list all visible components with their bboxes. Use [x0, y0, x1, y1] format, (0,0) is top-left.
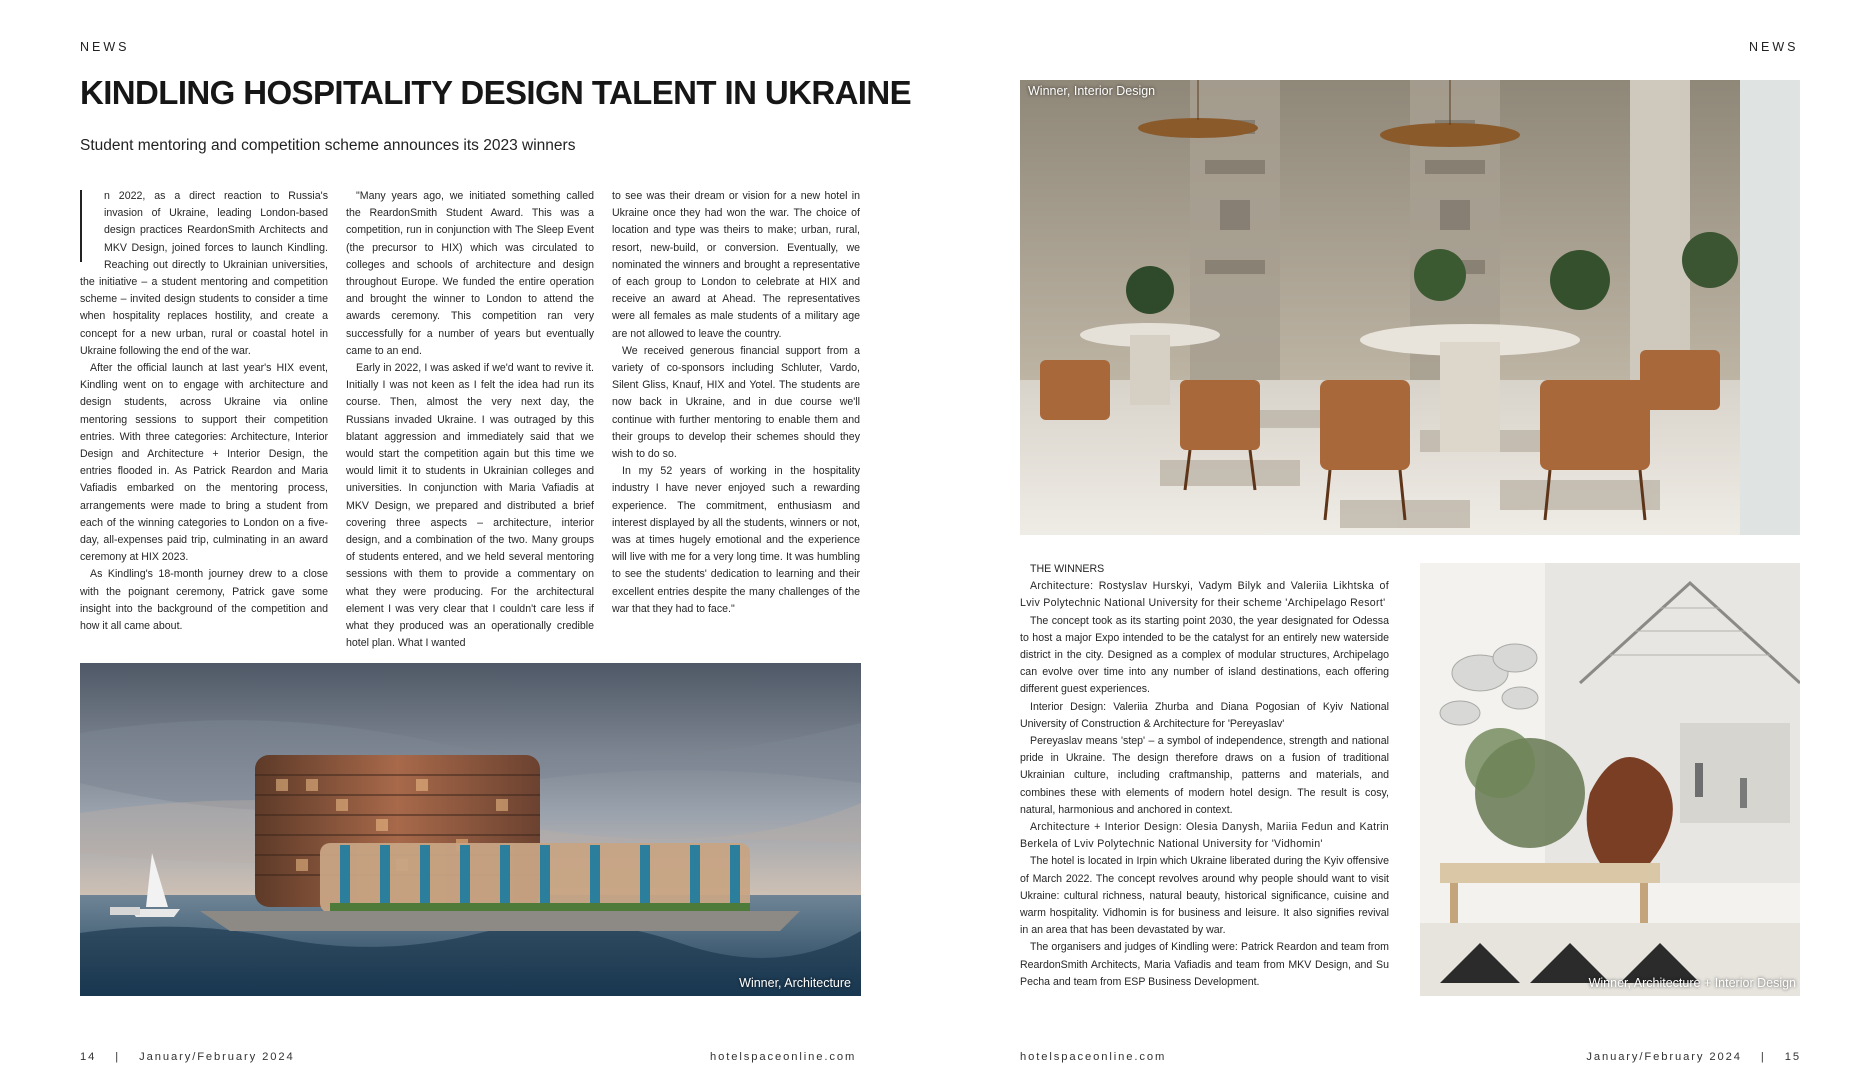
- winner-3-description: The hotel is located in Irpin which Ukraine liberated during the Kyiv offensive of March 2022. The concept revolves around why people should want to visit Ukraine: cultural richness, natural beauty, historical significance, cuisine and warm hospitality. Vidhomin is for business and leisure. It also signifies revival in an area that has been devastated by war.: [1020, 855, 1389, 937]
- winners-section: [1020, 561, 1389, 991]
- caption-interior: Winner, Interior Design: [1028, 84, 1156, 98]
- footer-left: [80, 1051, 295, 1063]
- interior-winner-image: [1020, 80, 1800, 535]
- footer-right: [1586, 1051, 1801, 1063]
- issue-date-left: January/February 2024: [139, 1051, 295, 1063]
- footer-separator: |: [115, 1051, 121, 1063]
- website-link-right[interactable]: hotelspaceonline.com: [1020, 1051, 1167, 1063]
- winners-heading: THE WINNERS: [1030, 563, 1105, 575]
- section-label-right: NEWS: [1749, 40, 1799, 54]
- article-title: KINDLING HOSPITALITY DESIGN TALENT IN UKRAINE: [80, 74, 912, 111]
- paragraph: In my 52 years of working in the hospitality industry I have never enjoyed such a rewarding experience. The commitment, enthusiasm and interest displayed by all the students, winners or not, was at times hugely emotional and the experience will live with me for a very long time. It was humbling to see the students' dedication to learning and their excellent entries despite the many challenges of the war that they had to face.": [612, 465, 860, 615]
- issue-date-right: January/February 2024: [1586, 1051, 1742, 1063]
- footer-separator: |: [1760, 1051, 1766, 1063]
- restaurant-interior-illustration: [1020, 80, 1800, 535]
- organisers-paragraph: The organisers and judges of Kindling were: Patrick Reardon and team from ReardonSmith Architects, Maria Vafiadis and team from MKV Design, and Su Pecha and team from ESP Business Development.: [1020, 941, 1389, 988]
- article-column-2: [346, 188, 594, 652]
- article-subtitle: Student mentoring and competition scheme announces its 2023 winners: [80, 137, 576, 154]
- winner-1-description: The concept took as its starting point 2030, the year designated for Odessa to host a major Expo intended to be the catalyst for an entirely new waterside district in the city. Designed as a complex of modular structures, Archipelago can evolve over time into any number of island destinations, each offering different guest experiences.: [1020, 614, 1389, 696]
- winner-2-description: Pereyaslav means 'step' – a symbol of independence, strength and national pride in Ukraine. The design therefore draws on a fusion of traditional Ukrainian culture, including craftmanship, patterns and materials, and combines these with elements of modern hotel design. The result is cosy, natural, harmonious and anchored in context.: [1020, 735, 1389, 816]
- winner-3-title: Architecture + Interior Design: Olesia Danysh, Mariia Fedun and Katrin Berkela of Lviv Polytechnic National University for 'Vidhomin': [1020, 821, 1389, 851]
- article-column-1: [80, 188, 328, 635]
- collage-illustration: [1420, 563, 1800, 996]
- winner-2-title: Interior Design: Valeriia Zhurba and Diana Pogosian of Kyiv National University of Construction & Architecture for 'Pereyaslav': [1020, 700, 1389, 730]
- drop-cap-bar: [80, 190, 96, 262]
- paragraph: Early in 2022, I was asked if we'd want to revive it. Initially I was not keen as I felt the idea had run its course. Then, almost the very next day, the Russians invaded Ukraine. I was outraged by this blatant aggression and immediately said that we would start the competition again but this time we would limit it to students in Ukrainian colleges and universities. In conjunction with Maria Vafiadis at MKV Design, we prepared and distributed a brief covering three aspects – architecture, interior design, and a combination of the two. Many groups of students entered, and we held several mentoring sessions with them to provide a commentary on what they were producing. For the architectural element I was very clear that I couldn't care less if what they produced was an operationally credible hotel plan. What I wanted: [346, 362, 594, 650]
- caption-arch-interior: Winner, Architecture + Interior Design: [1588, 976, 1796, 990]
- architecture-winner-image: [80, 663, 861, 996]
- paragraph: After the official launch at last year's HIX event, Kindling went on to engage with architecture and design students, across Ukraine via online mentoring sessions to support their competition entries. With three categories: Architecture, Interior Design and Architecture + Interior Design, the entries flooded in. As Patrick Reardon and Maria Vafiadis embarked on the mentoring process, arrangements were made to bring a student from each of the winning categories to London on a five-day, all-expenses paid trip, culminating in an award ceremony at HIX 2023.: [80, 362, 328, 564]
- paragraph: We received generous financial support from a variety of co-sponsors including Schluter, Vardo, Silent Gliss, Knauf, HIX and Yotel. The students are now back in Ukraine, and in due course we'll continue with further mentoring to enable them and their groups to develop their schemes should they wish to do so.: [612, 344, 860, 461]
- paragraph: "Many years ago, we initiated something called the ReardonSmith Student Award. This was a competition, run in conjunction with The Sleep Event (the precursor to HIX) which was circulated to colleges and schools of architecture and design throughout Europe. We funded the entire operation and brought the winner to London to attend the awards ceremony. This competition ran very successfully for a number of years but eventually came to an end.: [346, 190, 594, 357]
- article-column-3: [612, 188, 860, 618]
- arch-interior-winner-image: [1420, 563, 1800, 996]
- section-label-left: NEWS: [80, 40, 130, 54]
- paragraph: As Kindling's 18-month journey drew to a close with the poignant ceremony, Patrick gave some insight into the background of the competition and how it all came about.: [80, 568, 328, 633]
- paragraph: n 2022, as a direct reaction to Russia's invasion of Ukraine, leading London-based design practices ReardonSmith Architects and MKV Design, joined forces to launch Kindling. Reaching out directly to Ukrainian universities, the initiative – a student mentoring and competition scheme – invited design students to consider a time when hospitality replaces hostility, and create a concept for a new urban, rural or coastal hotel in Ukraine following the end of the war.: [80, 190, 328, 357]
- paragraph: to see was their dream or vision for a new hotel in Ukraine once they had won the war. The choice of location and type was theirs to make; urban, rural, resort, new-build, or conversion. Eventually, we nominated the winners and brought a representative of each group to London to celebrate at HIX and receive an award at Ahead. The representatives were all females as male students of a military age are not allowed to leave the country.: [612, 190, 860, 340]
- caption-architecture: Winner, Architecture: [739, 976, 851, 990]
- winner-1-title: Architecture: Rostyslav Hurskyi, Vadym Bilyk and Valeriia Likhtska of Lviv Polytechnic National University for their scheme 'Archipelago Resort': [1020, 580, 1389, 610]
- floating-hotel-illustration: [80, 663, 861, 996]
- page-number-right: 15: [1784, 1051, 1801, 1063]
- website-link-left[interactable]: hotelspaceonline.com: [710, 1051, 857, 1063]
- page-number-left: 14: [80, 1051, 97, 1063]
